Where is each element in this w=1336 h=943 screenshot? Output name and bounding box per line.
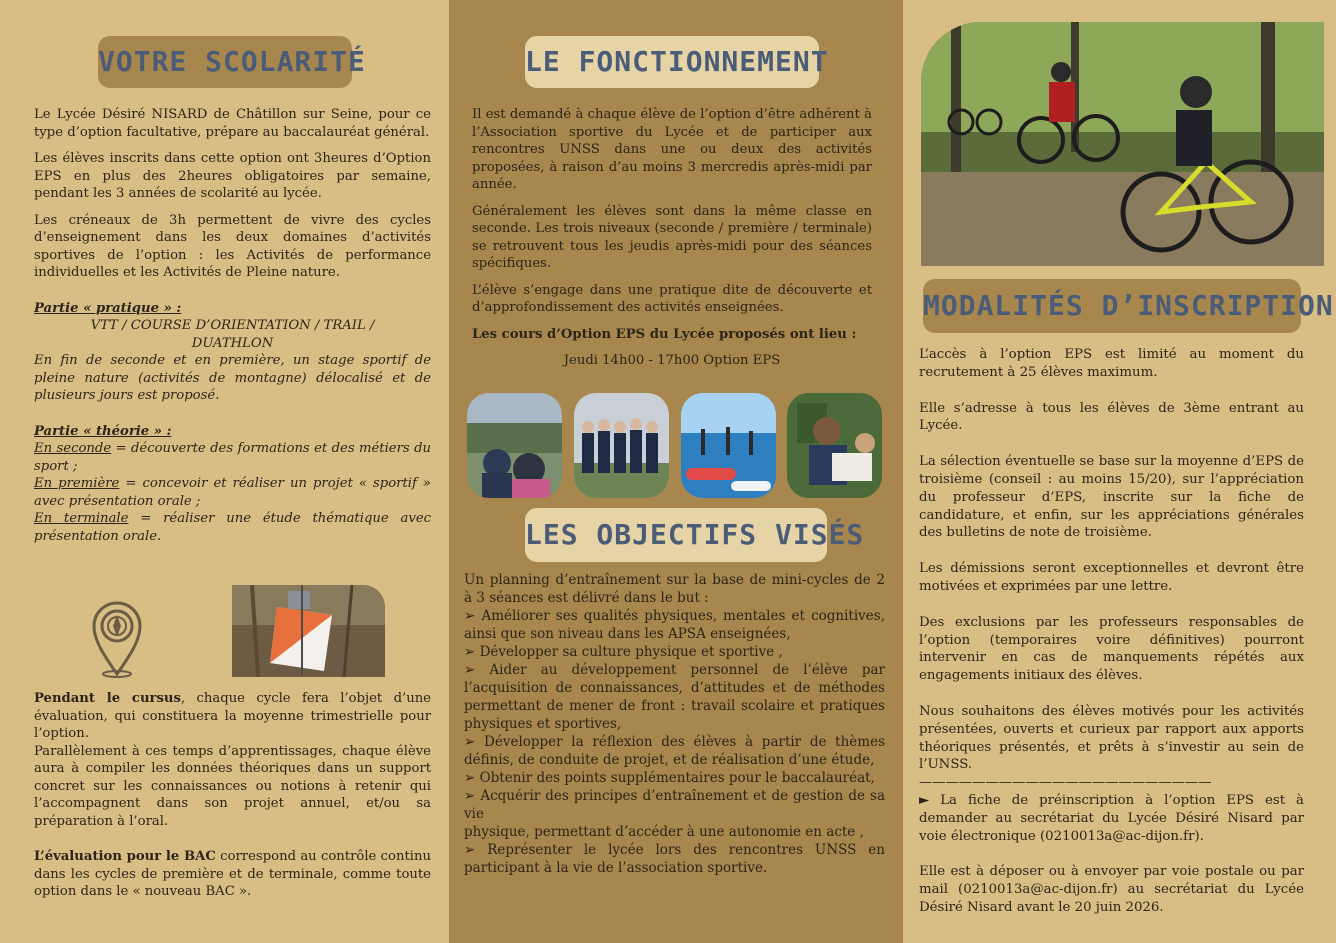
team-photo [574, 393, 669, 498]
orientation-beacon-photo [232, 585, 385, 677]
section-title-inscription: MODALITÉS D’INSCRIPTION [923, 279, 1301, 333]
panel-fonctionnement [449, 0, 903, 943]
paragraph: Généralement les élèves sont dans la même classe en seconde. Les trois niveaux (seconde / première / terminale) se retrouvent tous les jeudis après-midi pour des séances spécifiques. [472, 203, 872, 271]
theorie-seconde [34, 440, 431, 475]
objective-item: ➢ Améliorer ses qualités physiques, mentales et cognitives, ainsi que son niveau dans les APSA enseignées, [464, 608, 885, 642]
paragraph: Elle est à déposer ou à envoyer par voie postale ou par mail (0210013a@ac-dijon.fr) au secrétariat du Lycée Désiré Nisard avant le 20 juin 2026. [919, 864, 1304, 915]
objective-item: ➢ Acquérir des principes d’entraînement et de gestion de sa vie [464, 788, 885, 822]
paragraph: Le Lycée Désiré NISARD de Châtillon sur Seine, pour ce type d’option facultative, prépare au baccalauréat général. [34, 107, 431, 140]
partie-theorie-heading: Partie « théorie » : [34, 423, 172, 439]
cours-heading: Les cours d’Option EPS du Lycée proposés ont lieu : [472, 326, 857, 342]
fonctionnement-text [472, 106, 872, 370]
paragraph: Les élèves inscrits dans cette option ont 3heures d’Option EPS en plus des 2heures obligatoires par semaine, pendant les 3 années de scolarité au lycée. [34, 151, 431, 201]
premiere-text: = concevoir et réaliser un projet « sportif » avec présentation orale ; [34, 476, 432, 509]
section-title-scolarite: VOTRE SCOLARITÉ [98, 36, 352, 88]
objective-item: ➢ Développer la réflexion des élèves à partir de thèmes définis, de conduite de projet, et de réalisation d’une étude, [464, 734, 885, 768]
paragraph: Des exclusions par les professeurs responsables de l’option (temporaires voire définitives) pourront intervenir en cas de manquements répétés aux engagements initiaux des élèves. [919, 614, 1304, 684]
paragraph: L’accès à l’option EPS est limité au moment du recrutement à 25 élèves maximum. [919, 347, 1304, 380]
paragraph: Les créneaux de 3h permettent de vivre des cycles d’enseignement dans les deux domaines d’activités sportives de l’option : les Activités de performance individuelles et les Activités de Pleine nature. [34, 212, 431, 280]
objective-item: ➢ Obtenir des points supplémentaires pour le baccalauréat, [464, 770, 875, 786]
bac-paragraph [34, 848, 431, 901]
cursus-bold: Pendant le cursus [34, 691, 181, 706]
section-title-objectifs: LES OBJECTIFS VISÉS [525, 508, 827, 562]
cursus-paragraph [34, 690, 431, 743]
paragraph: L’élève s’engage dans une pratique dite de découverte et d’approfondissement des activités enseignées. [472, 282, 872, 315]
schedule-text: Jeudi 14h00 - 17h00 Option EPS [563, 353, 781, 368]
section-title-fonctionnement: LE FONCTIONNEMENT [525, 36, 819, 88]
objective-item: ➢ Développer sa culture physique et sportive , [464, 644, 783, 660]
cross-country-photo [467, 393, 562, 498]
seconde-label: En seconde [34, 441, 112, 456]
objective-item: ➢ Représenter le lycée lors des rencontres UNSS en participant à la vie de l’association sportive. [464, 842, 885, 876]
orientation-students-photo [787, 393, 882, 498]
objectifs-text [464, 571, 885, 877]
panel-scolarite [0, 0, 449, 943]
paragraph: Les démissions seront exceptionnelles et devront être motivées et exprimées par une lettre. [919, 561, 1304, 594]
bac-text: correspond au contrôle continu dans les cycles de première et de terminale, comme toute option dans le « nouveau BAC ». [34, 849, 431, 899]
cursus-text: , chaque cycle fera l’objet d’une évaluation, qui constituera la moyenne trimestrielle pour l’option. [34, 691, 431, 741]
evaluation-text [34, 690, 431, 901]
bac-bold: L’évaluation pour le BAC [34, 849, 216, 864]
scolarite-text [34, 106, 431, 545]
objective-item: physique, permettant d’accéder à une autonomie en acte , [464, 824, 864, 840]
paragraph: ► La fiche de préinscription à l’option EPS est à demander au secrétariat du Lycée Désiré Nisard par voie électronique (0210013a@ac-dijon.fr). [919, 792, 1304, 844]
theorie-terminale [34, 510, 431, 545]
paragraph: Il est demandé à chaque élève de l’option d’être adhérent à l’Association sportive du Lycée et de participer aux rencontres UNSS dans une ou deux des activités proposées, à raison d’au moins 3 mercredis après-midi par année. [472, 107, 872, 192]
activities-line: DUATHLON [191, 335, 274, 351]
objective-item: ➢ Aider au développement personnel de l’élève par l’acquisition de connaissances, d’attitudes et de méthodes permettant de mener de front : travail scolaire et pratiques physiques et sportives, [464, 662, 885, 732]
theorie-premiere [34, 475, 431, 510]
terminale-label: En terminale [34, 511, 129, 526]
seconde-text: = découverte des formations et des métiers du sport ; [34, 441, 432, 474]
inscription-text [919, 346, 1304, 917]
paragraph: Elle s’adresse à tous les élèves de 3ème entrant au Lycée. [919, 400, 1304, 434]
separator: —————————————————————— [919, 775, 1212, 791]
paragraph: La sélection éventuelle se base sur la moyenne d’EPS de troisième (conseil : au moins 15/20), sur l’appréciation du professeur d’EPS, inscrite sur la fiche de candidature, et enfin, sur les appréciations générales des bulletins de note de troisième. [919, 454, 1304, 541]
paddle-photo [681, 393, 776, 498]
stage-text: En fin de seconde et en première, un stage sportif de pleine nature (activités de montagne) délocalisé et de plusieurs jours est proposé. [34, 353, 431, 403]
paragraph: Parallèlement à ces temps d’apprentissages, chaque élève aura à compiler les données théoriques dans un support concret sur les connaissances ou notions à retenir qui l’accompagnent dans son projet annuel, et/ou sa préparation à l’oral. [34, 743, 431, 829]
paragraph: Nous souhaitons des élèves motivés pour les activités présentées, ouverts et curieux par rapport aux apports théoriques présentés, et prêts à s’investir au sein de l’UNSS. [919, 703, 1304, 773]
vtt-cycling-photo [921, 22, 1324, 266]
orientation-location-icon [90, 600, 144, 678]
terminale-text: = réaliser une étude thématique avec présentation orale. [34, 511, 432, 544]
objectifs-intro: Un planning d’entraînement sur la base de mini-cycles de 2 à 3 séances est délivré dans le but : [464, 572, 885, 606]
panel-inscription [903, 0, 1336, 943]
premiere-label: En première [34, 476, 120, 491]
partie-pratique-heading: Partie « pratique » : [34, 300, 182, 316]
activities-line: VTT / COURSE D’ORIENTATION / TRAIL / [90, 318, 375, 333]
